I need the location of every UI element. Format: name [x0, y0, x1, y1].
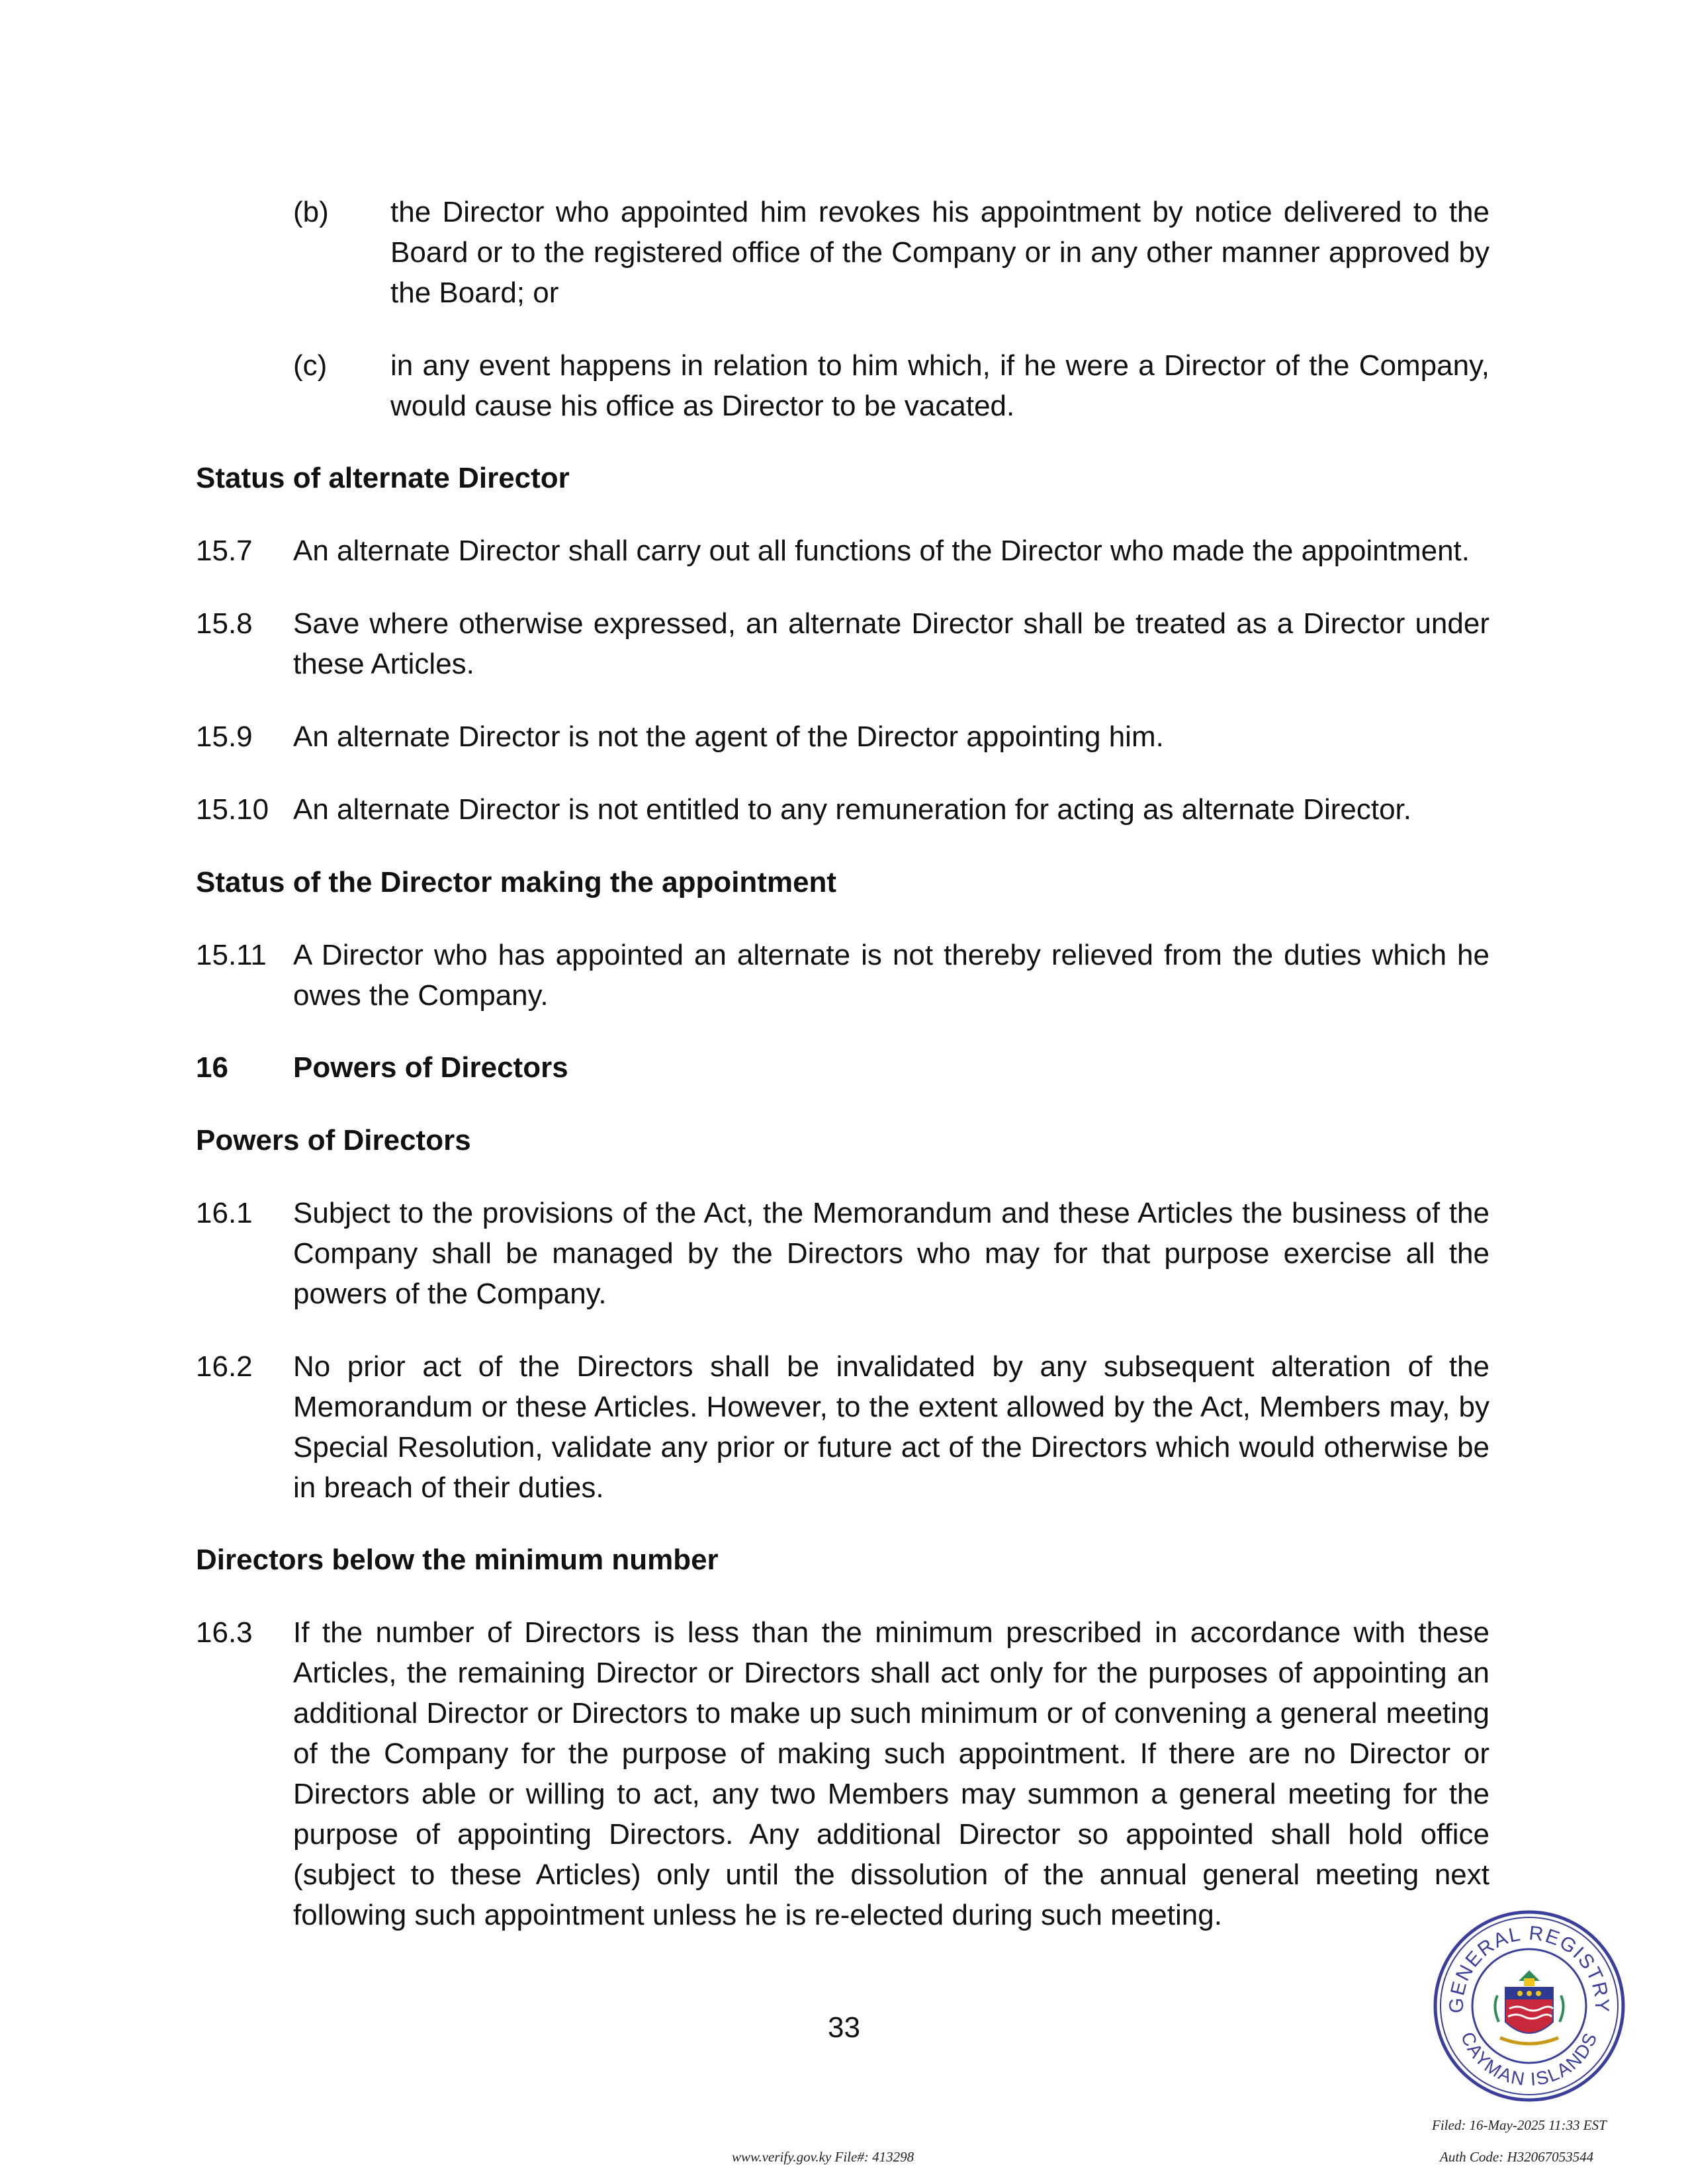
clause-15-7 [196, 531, 1489, 571]
clause-16-3 [196, 1612, 1489, 1935]
clause-15-9 [196, 717, 1489, 757]
clause-text: If the number of Directors is less than the minimum prescribed in accordance with these Articles, the remaining Director or Directors shall act only for the purposes of appointing an additional Director or Directors to make up such minimum or of convening a general meeting of the Company for the purpose of making such appointment. If there are no Director or Directors able or willing to act, any two Members may summon a general meeting for the purpose of appointing Directors. Any additional Director so appointed shall hold office (subject to these Articles) only until the dissolution of the annual general meeting next following such appointment unless he is re-elected during such meeting. [293, 1616, 1489, 1931]
filed-timestamp: Filed: 16-May-2025 11:33 EST [1432, 2117, 1607, 2133]
clause-15-8 [196, 603, 1489, 684]
item-number: (b) [293, 196, 329, 228]
heading-directors-below-minimum: Directors below the minimum number [196, 1544, 719, 1576]
clause-number: 15.9 [196, 721, 253, 753]
clause-15-10 [196, 789, 1489, 830]
clause-number: 16.2 [196, 1350, 253, 1383]
clause-text: Subject to the provisions of the Act, the Memorandum and these Articles the business of the Company shall be managed by the Directors who may for that purpose exercise all the powers of the Company. [293, 1197, 1489, 1310]
item-b [293, 192, 1489, 313]
item-text: in any event happens in relation to him which, if he were a Director of the Company, would cause his office as Director to be vacated. [390, 349, 1489, 422]
heading-status-director-appointment: Status of the Director making the appointment [196, 866, 837, 898]
clause-number: 15.7 [196, 535, 253, 567]
section-16-number: 16 [196, 1051, 228, 1084]
clause-text: A Director who has appointed an alternate is not thereby relieved from the duties which he owes the Company. [293, 939, 1489, 1012]
item-c [293, 345, 1489, 426]
page-number: 33 [828, 2011, 860, 2044]
seal-bottom-text: CAYMAN ISLANDS [1456, 2029, 1602, 2090]
heading-powers-of-directors: Powers of Directors [196, 1124, 471, 1157]
clause-15-11 [196, 935, 1489, 1016]
clause-text: An alternate Director is not entitled to any remuneration for acting as alternate Director. [293, 793, 1411, 826]
section-16-title: Powers of Directors [293, 1051, 568, 1084]
clause-number: 15.10 [196, 793, 269, 826]
clause-text: An alternate Director is not the agent of the Director appointing him. [293, 721, 1164, 753]
heading-status-alternate: Status of alternate Director [196, 462, 570, 494]
item-number: (c) [293, 349, 328, 382]
auth-code: Auth Code: H32067053544 [1440, 2149, 1594, 2165]
clause-text: No prior act of the Directors shall be invalidated by any subsequent alteration of the Memorandum or these Articles. However, to the extent allowed by the Act, Members may, by Special Resolution, validate any prior or future act of the Directors which would otherwise be in breach of their duties. [293, 1350, 1489, 1504]
clause-number: 15.11 [196, 939, 267, 971]
general-registry-seal [1431, 1908, 1627, 2104]
clause-text: Save where otherwise expressed, an alternate Director shall be treated as a Director under these Articles. [293, 607, 1489, 680]
seal-top-text: GENERAL REGISTRY [1445, 1922, 1613, 2014]
clause-16-1 [196, 1193, 1489, 1314]
clause-number: 16.3 [196, 1616, 253, 1649]
verify-file-number: www.verify.gov.ky File#: 413298 [732, 2149, 914, 2165]
clause-number: 15.8 [196, 607, 253, 640]
clause-text: An alternate Director shall carry out all functions of the Director who made the appointment. [293, 535, 1470, 567]
item-text: the Director who appointed him revokes his appointment by notice delivered to the Board or to the registered office of the Company or in any other manner approved by the Board; or [390, 196, 1489, 309]
clause-16-2 [196, 1346, 1489, 1508]
clause-number: 16.1 [196, 1197, 253, 1229]
